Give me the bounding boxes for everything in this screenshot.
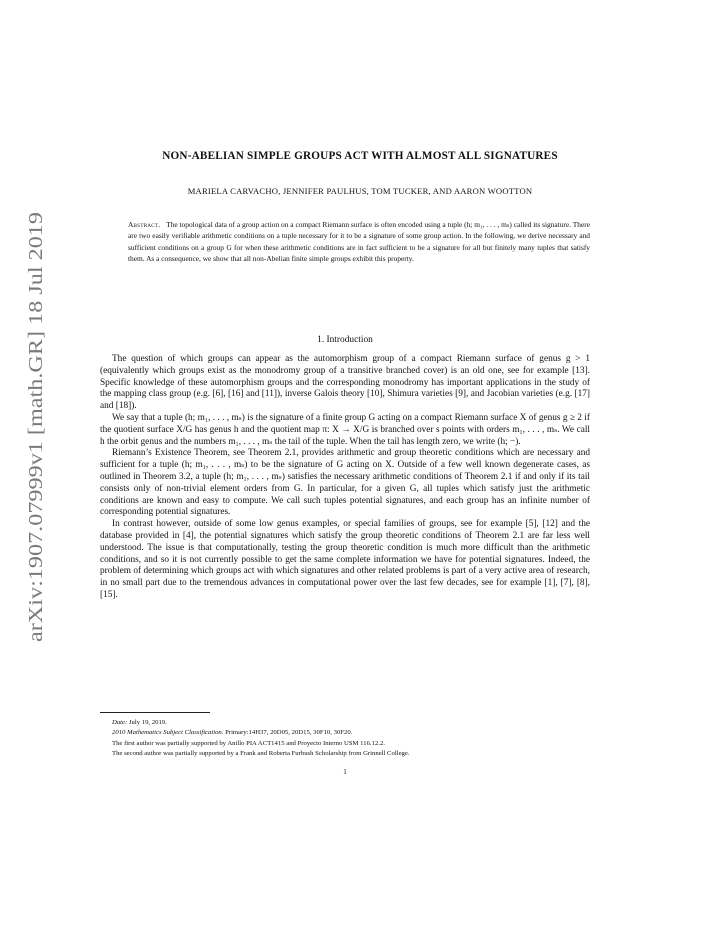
paragraph: The question of which groups can appear as the automorphism group of a compact Riemann surface of genus g > 1 (equivalently which groups exist as the monodromy group of a transitive branched cover) is an old one, see for example [13]. Specific knowledge of these automorphism groups and the corresponding monodromy has important applications in the study of the mapping class group (e.g. [6], [16] and [11]), inverse Galois theory [10], Shimura varieties [9], and Jacobian varieties (e.g. [17] and [18]). [100, 354, 590, 412]
footnote-msc [100, 728, 600, 738]
footnote-date [100, 718, 600, 728]
abstract-text: The topological data of a group action on a compact Riemann surface is often encoded using a tuple (h; m₁, . . . , mₛ) called its signature. There are two easily verifiable arithmetic conditions on a tuple necessary for it to be a signature of some group action. In the following, we derive necessary and sufficient conditions on a group G for when these arithmetic conditions are in fact sufficient to be a signature for all but finitely many tuples that satisfy them. As a consequence, we show that all non-Abelian finite simple groups exhibit this property. [128, 220, 590, 263]
paragraph: In contrast however, outside of some low genus examples, or special families of groups, see for example [5], [12] and the database provided in [4], the potential signatures which satisfy the group theoretic conditions of Theorem 2.1 are far less well understood. The issue is that computationally, testing the group theoretic condition is much more difficult than the arithmetic conditions, and so it is not currently possible to get the same complete information we have for potential signatures. Indeed, the problem of determining which groups act with which signatures and other related problems is part of a very active area of research, in no small part due to the tremendous advances in computational power over the last few decades, see for example [1], [7], [8], [15]. [100, 519, 590, 600]
date-label: Date: [112, 719, 128, 726]
footnote-first-author: The first author was partially supported by Anillo PIA ACT1415 and Proyecto Interno USM 116.12.2. [112, 739, 385, 747]
footnotes [100, 718, 600, 759]
abstract-label: Abstract. [128, 220, 161, 229]
date-value: July 19, 2019. [128, 719, 167, 726]
author-list: MARIELA CARVACHO, JENNIFER PAULHUS, TOM TUCKER, AND AARON WOOTTON [187, 186, 533, 196]
section-heading: 1. Introduction [317, 335, 373, 345]
paragraph: Riemann’s Existence Theorem, see Theorem 2.1, provides arithmetic and group theoretic conditions which are necessary and sufficient for a tuple (h; m₁, . . . , mₛ) to be the signature of G acting on X. Outside of a few well known degenerate cases, as outlined in Theorem 3.2, a tuple (h; m₁, . . . , mₛ) satisfies the necessary arithmetic conditions of Theorem 2.1 if and only if its tail consists only of non-trivial element orders from G. In particular, for a given G, all tuples which satisfy just the arithmetic conditions are known and easy to compute. We call such tuples potential signatures, and each group has an infinite number of corresponding potential signatures. [100, 448, 590, 518]
footnote-rule [100, 712, 210, 713]
arxiv-stamp [14, 212, 54, 642]
arxiv-stamp-text: arXiv:1907.07999v1 [math.GR] 18 Jul 2019 [25, 286, 47, 642]
page-number: 1 [343, 768, 347, 776]
paragraph: We say that a tuple (h; m₁, . . . , mₛ) is the signature of a finite group G acting on a compact Riemann surface X of genus g ≥ 2 if the quotient surface X/G has genus h and the quotient map π: X → X/G is branched over s points with orders m₁, . . . , mₛ. We call h the orbit genus and the numbers m₁, . . . , mₛ the tail of the tuple. When the tail has length zero, we write (h; −). [100, 412, 590, 447]
msc-value: Primary:14H37, 20D05, 20D15, 30F10, 30F20. [225, 729, 353, 737]
paper-title: NON-ABELIAN SIMPLE GROUPS ACT WITH ALMOST ALL SIGNATURES [162, 150, 558, 162]
abstract [128, 219, 590, 264]
introduction-body [100, 354, 590, 602]
msc-label: 2010 Mathematics Subject Classification. [112, 729, 224, 737]
footnote-second-author: The second author was partially supported by a Frank and Roberta Furbush Scholarship from Grinnell College. [112, 749, 410, 757]
